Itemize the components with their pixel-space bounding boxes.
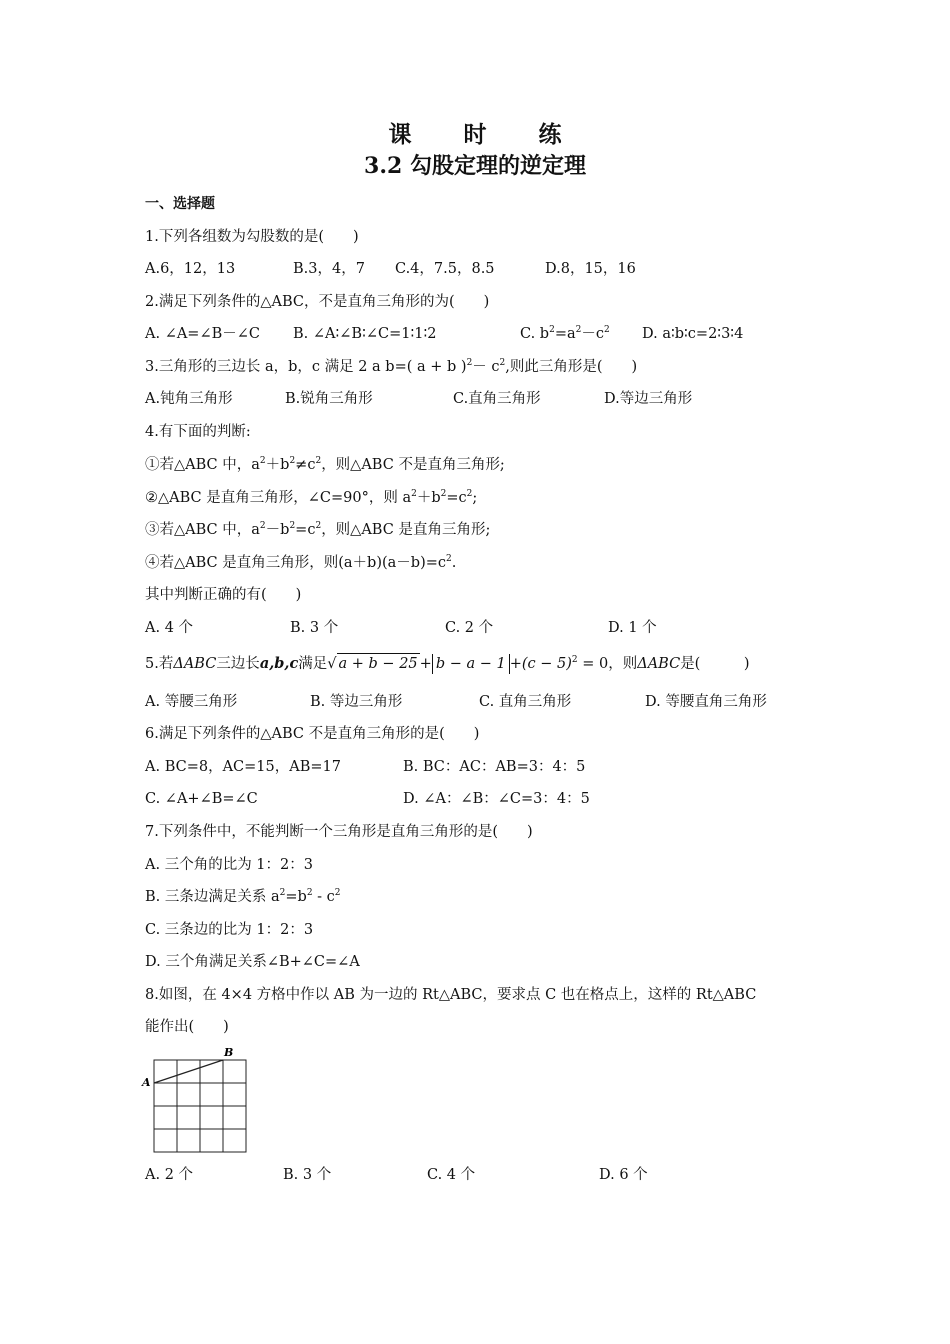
q1-option-b: B.3，4，7 (293, 261, 365, 277)
q8-option-d: D. 6 个 (599, 1167, 648, 1183)
segment-ab (154, 1060, 223, 1083)
q8-stem-line2: 能作出( ) (145, 1019, 229, 1035)
page-title: 课 时 练 (388, 121, 584, 148)
q3-option-d: D.等边三角形 (604, 391, 693, 407)
q5-radicand: a + b − 25 (337, 653, 420, 674)
q5-option-a: A. 等腰三角形 (145, 694, 238, 710)
q2-option-c: C. $b^2=a^2-c^2$ (520, 325, 610, 342)
q3-option-c: C.直角三角形 (453, 391, 541, 407)
q6-option-c: C. ∠A+∠B=∠C (145, 791, 258, 807)
q5-option-c: C. 直角三角形 (479, 694, 572, 710)
point-a-label: A (142, 1076, 151, 1089)
q5-option-b: B. 等边三角形 (310, 694, 403, 710)
q5-option-d: D. 等腰直角三角形 (645, 694, 767, 710)
q8-option-c: C. 4 个 (427, 1167, 476, 1183)
q4-option-c: C. 2 个 (445, 620, 494, 636)
q4-stem: 4.有下面的判断: (145, 424, 251, 440)
q1-stem: 1.下列各组数为勾股数的是( ) (145, 229, 359, 245)
q4-statement-3: ③若△ABC 中，$a^2-b^2=c^2$，则△ABC 是直角三角形; (145, 521, 491, 538)
q7-stem: 7.下列条件中，不能判断一个三角形是直角三角形的是( ) (145, 824, 533, 840)
q8-option-a: A. 2 个 (145, 1167, 194, 1183)
q4-option-b: B. 3 个 (290, 620, 339, 636)
q4-statement-2: ②△ABC 是直角三角形，∠C=90°，则 $a^2+b^2=c^2$; (145, 489, 478, 506)
q3-option-b: B.锐角三角形 (285, 391, 373, 407)
q7-option-d: D. 三个角满足关系∠B+∠C=∠A (145, 954, 360, 970)
q4-statement-1: ①若△ABC 中，$a^2+b^2\ne c^2$，则△ABC 不是直角三角形; (145, 456, 505, 473)
q3-stem: 3.三角形的三边长 a，b，c 满足 2 a b=( a + b )$^2- c^2$,则此三角形是( ) (145, 358, 638, 375)
q6-option-d: D. ∠A：∠B：∠C=3：4：5 (403, 791, 590, 807)
q4-option-d: D. 1 个 (608, 620, 657, 636)
q7-option-b: B. 三条边满足关系 $a^2=b^2 - c^2$ (145, 888, 341, 905)
q7-option-a: A. 三个角的比为 1：2：3 (145, 857, 313, 873)
grid-figure (140, 1044, 252, 1156)
q8-option-b: B. 3 个 (283, 1167, 332, 1183)
q6-option-b: B. BC：AC：AB=3：4：5 (403, 759, 586, 775)
page-subtitle: 3.2 勾股定理的逆定理 (364, 153, 586, 179)
q4-option-a: A. 4 个 (145, 620, 194, 636)
q6-option-a: A. BC=8，AC=15，AB=17 (145, 759, 341, 775)
q5-stem: 5.若ΔABC三边长a,b,c满足√ $a + b - 25 + b - a - 1 +(c - 5)^2 = 0$，则ΔABC是( ) (145, 655, 750, 672)
q2-option-b: B. ∠A∶∠B∶∠C=1∶1∶2 (293, 326, 437, 342)
q2-stem: 2.满足下列条件的△ABC，不是直角三角形的为( ) (145, 294, 490, 310)
q1-option-a: A.6，12，13 (145, 261, 236, 277)
q1-option-c: C.4，7.5，8.5 (395, 261, 495, 277)
q8-stem-line1: 8.如图，在 4×4 方格中作以 AB 为一边的 Rt△ABC，要求点 C 也在格点上，这样的 Rt△ABC (145, 987, 757, 1003)
q1-option-d: D.8，15，16 (545, 261, 636, 277)
section-heading: 一、选择题 (145, 196, 215, 212)
point-b-label: B (224, 1046, 234, 1059)
q4-statement-4: ④若△ABC 是直角三角形，则$(a+b)(a-b)=c^2$. (145, 554, 457, 571)
q6-stem: 6.满足下列条件的△ABC 不是直角三角形的是( ) (145, 726, 480, 742)
q4-ask: 其中判断正确的有( ) (145, 587, 302, 603)
q2-option-a: A. ∠A=∠B－∠C (145, 326, 261, 342)
q7-option-c: C. 三条边的比为 1：2：3 (145, 922, 314, 938)
q3-option-a: A.钝角三角形 (145, 391, 233, 407)
q2-option-d: D. a∶b∶c=2∶3∶4 (642, 326, 744, 342)
q5-absolute: b − a − 1 (432, 654, 510, 674)
